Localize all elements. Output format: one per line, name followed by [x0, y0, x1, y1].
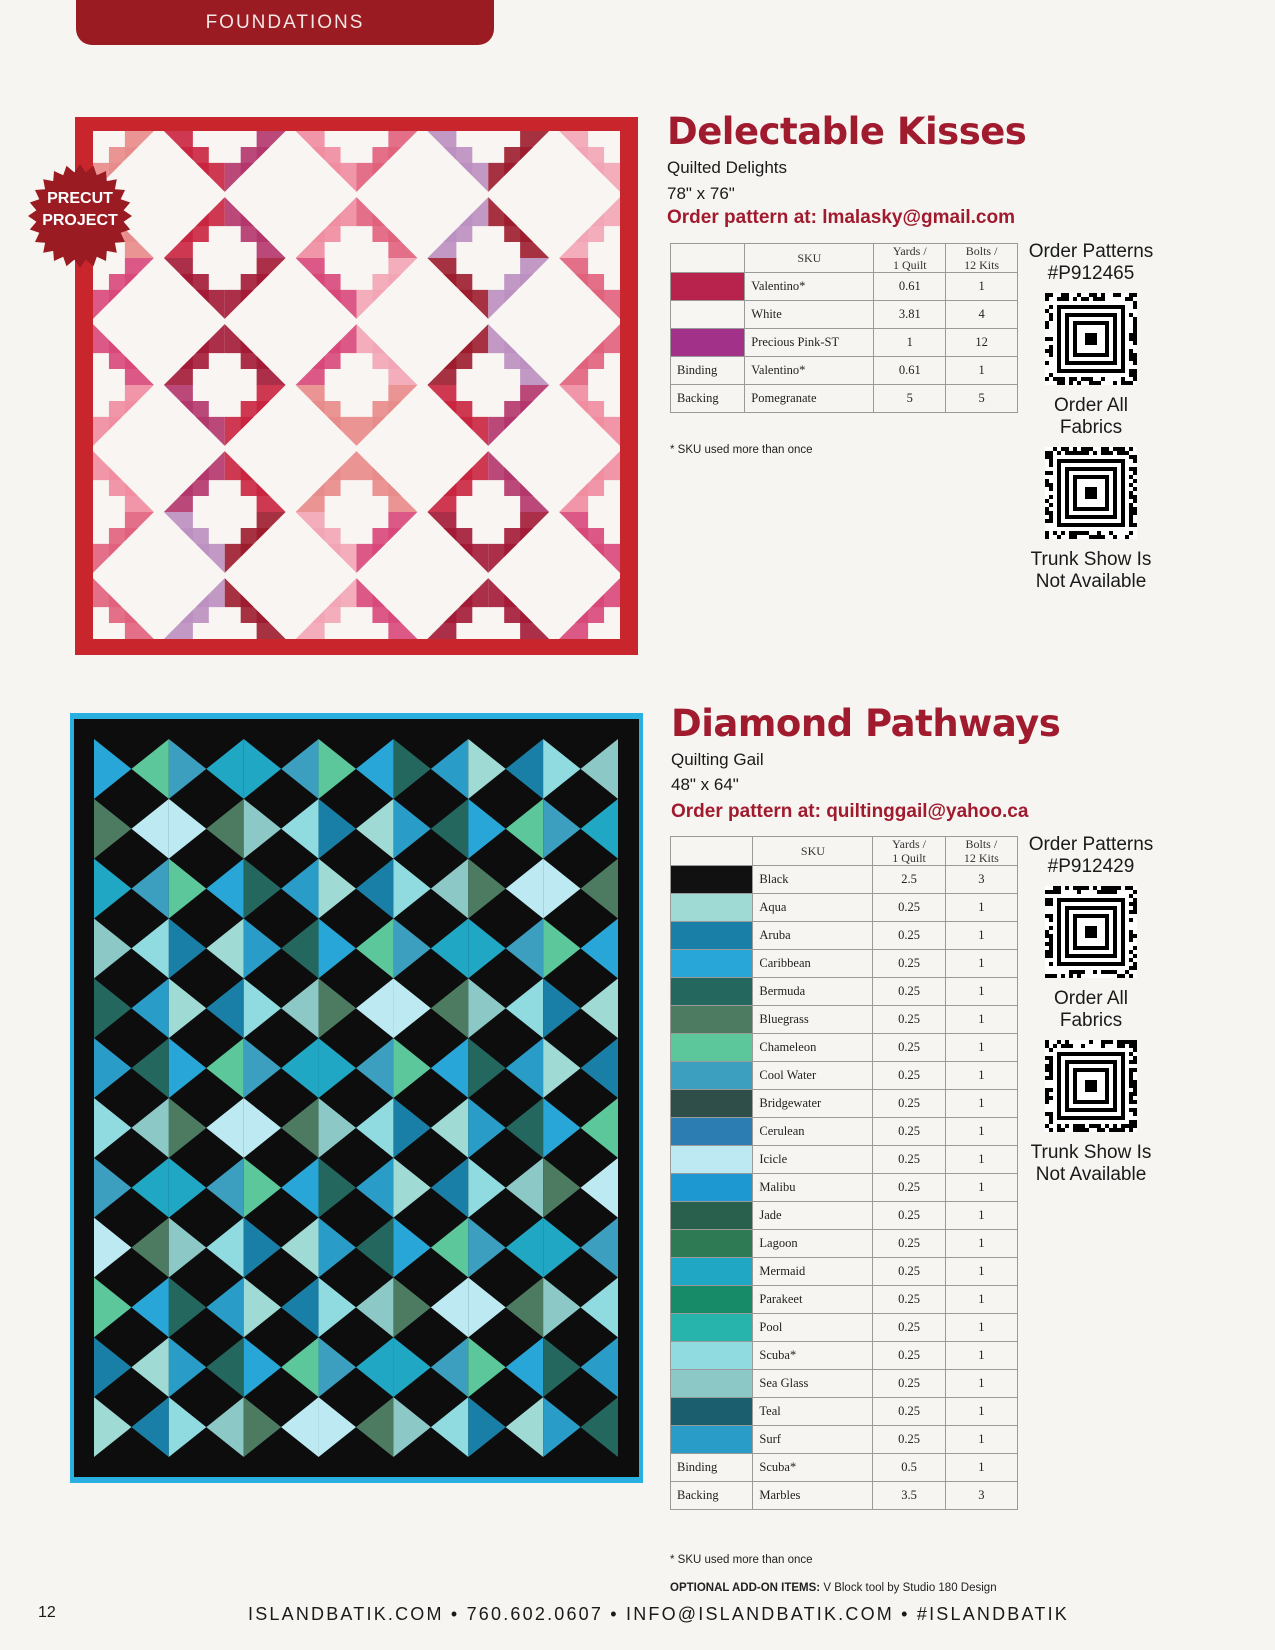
- table-row: [671, 1034, 1018, 1062]
- table-row: [671, 1258, 1018, 1286]
- addon-items: [670, 1582, 997, 1594]
- fabric-sku: Chameleon: [753, 1034, 873, 1062]
- fabric-sku: Mermaid: [753, 1258, 873, 1286]
- bolts-per-kits: 1: [945, 1146, 1017, 1174]
- fabric-sku: Pool: [753, 1314, 873, 1342]
- yards-per-quilt: 0.25: [873, 922, 945, 950]
- fabric-swatch: [671, 1146, 753, 1174]
- fabric-sku: Scuba*: [753, 1454, 873, 1482]
- table-row: [671, 385, 1018, 413]
- fabric-swatch: [671, 1230, 753, 1258]
- quilt-size: 48" x 64": [671, 775, 739, 794]
- page-number: 12: [38, 1604, 56, 1621]
- bolts-header: Bolts / 12 Kits: [945, 837, 1017, 866]
- yards-per-quilt: 0.25: [873, 978, 945, 1006]
- footer-contact: ISLANDBATIK.COM • 760.602.0607 • INFO@ISLANDBATIK.COM • #ISLANDBATIK: [248, 1604, 1069, 1624]
- trunk-show-status: Not Available: [1035, 1164, 1147, 1185]
- order-patterns-qr-code[interactable]: [1045, 293, 1137, 385]
- table-row: [671, 1286, 1018, 1314]
- yards-per-quilt: 3.5: [873, 1482, 945, 1510]
- table-row: [671, 866, 1018, 894]
- badge-line-2: PROJECT: [42, 212, 118, 229]
- fabric-sku: Pomegranate: [745, 385, 874, 413]
- bolts-per-kits: 1: [946, 273, 1018, 301]
- bolts-per-kits: 1: [945, 1230, 1017, 1258]
- quilt-title: Diamond Pathways: [671, 702, 1061, 745]
- fabric-table: [670, 836, 1018, 1510]
- bolts-per-kits: 1: [945, 1286, 1017, 1314]
- yards-header: Yards / 1 Quilt: [874, 244, 946, 273]
- bolts-header: Bolts / 12 Kits: [946, 244, 1018, 273]
- bolts-per-kits: 1: [945, 1314, 1017, 1342]
- fabric-swatch: [671, 1174, 753, 1202]
- fabric-swatch: [671, 922, 753, 950]
- bolts-per-kits: 1: [945, 1034, 1017, 1062]
- fabric-sku: Black: [753, 866, 873, 894]
- yards-per-quilt: 0.25: [873, 1202, 945, 1230]
- order-pattern-contact: Order pattern at: quiltinggail@yahoo.ca: [671, 801, 1029, 822]
- fabric-sku: Cool Water: [753, 1062, 873, 1090]
- yards-per-quilt: 0.25: [873, 1426, 945, 1454]
- precut-project-label: [28, 188, 132, 232]
- bolts-per-kits: 1: [945, 1454, 1017, 1482]
- yards-per-quilt: 0.25: [873, 1230, 945, 1258]
- fabric-swatch: [671, 1090, 753, 1118]
- fabric-sku: Valentino*: [745, 357, 874, 385]
- yards-per-quilt: 0.5: [873, 1454, 945, 1482]
- fabric-sku: Aruba: [753, 922, 873, 950]
- fabric-swatch: [671, 894, 753, 922]
- row-role: Backing: [671, 1482, 753, 1510]
- table-row: [671, 357, 1018, 385]
- section-tab: [76, 0, 494, 45]
- row-role: Binding: [671, 357, 745, 385]
- bolts-per-kits: 1: [945, 1090, 1017, 1118]
- fabric-sku: Icicle: [753, 1146, 873, 1174]
- table-row: [671, 1370, 1018, 1398]
- fabric-sku: Sea Glass: [753, 1370, 873, 1398]
- fabric-swatch: [671, 950, 753, 978]
- sku-footnote: * SKU used more than once: [670, 1554, 813, 1566]
- bolts-per-kits: 1: [945, 950, 1017, 978]
- fabric-swatch: [671, 1342, 753, 1370]
- order-fabrics-qr-code[interactable]: [1045, 447, 1137, 539]
- yards-per-quilt: 0.25: [873, 894, 945, 922]
- quilt-photo-delectable-kisses: [75, 117, 638, 655]
- yards-per-quilt: 0.25: [873, 1062, 945, 1090]
- table-row: [671, 1174, 1018, 1202]
- fabric-sku: Malibu: [753, 1174, 873, 1202]
- fabric-sku: Surf: [753, 1426, 873, 1454]
- bolts-per-kits: 1: [945, 1370, 1017, 1398]
- yards-header: Yards / 1 Quilt: [873, 837, 945, 866]
- order-patterns-label: Order Patterns: [1028, 241, 1154, 262]
- table-row: [671, 1398, 1018, 1426]
- yards-per-quilt: 0.25: [873, 1146, 945, 1174]
- yards-per-quilt: 1: [874, 329, 946, 357]
- bolts-per-kits: 4: [946, 301, 1018, 329]
- trunk-show-label: Trunk Show Is: [1030, 549, 1152, 570]
- addon-label: OPTIONAL ADD-ON ITEMS:: [670, 1582, 821, 1594]
- bolts-per-kits: 5: [946, 385, 1018, 413]
- bolts-per-kits: 1: [945, 1118, 1017, 1146]
- trunk-show-label: Trunk Show Is: [1030, 1142, 1152, 1163]
- qr-column: [1025, 834, 1157, 1186]
- quilt-photo-diamond-pathways: [70, 713, 643, 1483]
- table-row: [671, 1118, 1018, 1146]
- yards-per-quilt: 3.81: [874, 301, 946, 329]
- fabric-swatch: [671, 301, 745, 329]
- bolts-per-kits: 1: [945, 1006, 1017, 1034]
- yards-per-quilt: 5: [874, 385, 946, 413]
- fabrics-label: Fabrics: [1059, 1010, 1123, 1031]
- table-row: [671, 1090, 1018, 1118]
- bolts-per-kits: 1: [945, 1342, 1017, 1370]
- yards-per-quilt: 0.25: [873, 1174, 945, 1202]
- bolts-per-kits: 1: [945, 894, 1017, 922]
- table-row: [671, 950, 1018, 978]
- fabric-swatch: [671, 273, 745, 301]
- table-row: [671, 1146, 1018, 1174]
- table-row: [671, 1482, 1018, 1510]
- bolts-per-kits: 12: [946, 329, 1018, 357]
- fabric-swatch: [671, 1006, 753, 1034]
- quilt-title: Delectable Kisses: [667, 110, 1027, 153]
- bolts-per-kits: 1: [945, 1062, 1017, 1090]
- bolts-per-kits: 1: [945, 978, 1017, 1006]
- fabric-swatch: [671, 1370, 753, 1398]
- fabric-sku: Teal: [753, 1398, 873, 1426]
- table-row: [671, 273, 1018, 301]
- row-role: Backing: [671, 385, 745, 413]
- fabric-sku: Bridgewater: [753, 1090, 873, 1118]
- fabric-swatch: [671, 1034, 753, 1062]
- table-row: [671, 978, 1018, 1006]
- fabric-sku: Bermuda: [753, 978, 873, 1006]
- fabric-swatch: [671, 1286, 753, 1314]
- quilt-designer: Quilted Delights: [667, 158, 788, 177]
- fabric-swatch: [671, 1202, 753, 1230]
- yards-per-quilt: 0.61: [874, 273, 946, 301]
- table-row: [671, 894, 1018, 922]
- order-pattern-contact: Order pattern at: lmalasky@gmail.com: [667, 207, 1015, 228]
- yards-per-quilt: 0.25: [873, 1118, 945, 1146]
- fabric-sku: Precious Pink-ST: [745, 329, 874, 357]
- fabric-swatch: [671, 1258, 753, 1286]
- quilt-designer: Quilting Gail: [671, 750, 764, 769]
- fabric-sku: Caribbean: [753, 950, 873, 978]
- bolts-per-kits: 3: [945, 866, 1017, 894]
- fabric-sku: Parakeet: [753, 1286, 873, 1314]
- order-patterns-label: Order Patterns: [1028, 834, 1154, 855]
- fabric-sku: Jade: [753, 1202, 873, 1230]
- yards-per-quilt: 0.25: [873, 1090, 945, 1118]
- fabric-sku: Marbles: [753, 1482, 873, 1510]
- bolts-per-kits: 1: [945, 1258, 1017, 1286]
- yards-per-quilt: 2.5: [873, 866, 945, 894]
- bolts-per-kits: 1: [945, 1202, 1017, 1230]
- yards-per-quilt: 0.25: [873, 1314, 945, 1342]
- yards-per-quilt: 0.25: [873, 1258, 945, 1286]
- fabric-swatch: [671, 1118, 753, 1146]
- table-row: [671, 329, 1018, 357]
- yards-per-quilt: 0.25: [873, 950, 945, 978]
- fabric-swatch: [671, 329, 745, 357]
- fabric-swatch: [671, 1398, 753, 1426]
- fabric-swatch: [671, 1426, 753, 1454]
- swatch-header: [671, 837, 753, 866]
- fabric-sku: Bluegrass: [753, 1006, 873, 1034]
- sku-footnote: * SKU used more than once: [670, 444, 813, 456]
- qr-column: [1025, 241, 1157, 593]
- yards-per-quilt: 0.25: [873, 1398, 945, 1426]
- fabric-sku: White: [745, 301, 874, 329]
- bolts-per-kits: 1: [946, 357, 1018, 385]
- row-role: Binding: [671, 1454, 753, 1482]
- table-row: [671, 1426, 1018, 1454]
- fabrics-label: Fabrics: [1059, 417, 1123, 438]
- table-row: [671, 1314, 1018, 1342]
- trunk-show-status: Not Available: [1035, 571, 1147, 592]
- section-label: FOUNDATIONS: [205, 11, 365, 33]
- addon-text: V Block tool by Studio 180 Design: [823, 1582, 997, 1594]
- order-all-fabrics-label: Order All: [1054, 395, 1128, 416]
- fabric-swatch: [671, 1314, 753, 1342]
- table-row: [671, 301, 1018, 329]
- fabric-sku: Scuba*: [753, 1342, 873, 1370]
- table-row: [671, 922, 1018, 950]
- table-row: [671, 1454, 1018, 1482]
- fabric-table: [670, 243, 1018, 413]
- yards-per-quilt: 0.25: [873, 1034, 945, 1062]
- quilt-size: 78" x 76": [667, 184, 735, 203]
- sku-header: SKU: [753, 837, 873, 866]
- yards-per-quilt: 0.61: [874, 357, 946, 385]
- table-row: [671, 1342, 1018, 1370]
- swatch-header: [671, 244, 745, 273]
- yards-per-quilt: 0.25: [873, 1006, 945, 1034]
- table-row: [671, 1230, 1018, 1258]
- yards-per-quilt: 0.25: [873, 1286, 945, 1314]
- yards-per-quilt: 0.25: [873, 1342, 945, 1370]
- bolts-per-kits: 3: [945, 1482, 1017, 1510]
- fabric-swatch: [671, 866, 753, 894]
- fabric-sku: Cerulean: [753, 1118, 873, 1146]
- bolts-per-kits: 1: [945, 922, 1017, 950]
- order-patterns-qr-code[interactable]: [1045, 886, 1137, 978]
- fabric-sku: Lagoon: [753, 1230, 873, 1258]
- table-row: [671, 1202, 1018, 1230]
- badge-line-1: PRECUT: [47, 190, 113, 207]
- bolts-per-kits: 1: [945, 1398, 1017, 1426]
- order-fabrics-qr-code[interactable]: [1045, 1040, 1137, 1132]
- fabric-swatch: [671, 978, 753, 1006]
- table-row: [671, 1006, 1018, 1034]
- fabric-swatch: [671, 1062, 753, 1090]
- pattern-number: #P912429: [1047, 856, 1135, 877]
- order-all-fabrics-label: Order All: [1054, 988, 1128, 1009]
- fabric-sku: Valentino*: [745, 273, 874, 301]
- pattern-number: #P912465: [1047, 263, 1135, 284]
- bolts-per-kits: 1: [945, 1426, 1017, 1454]
- table-row: [671, 1062, 1018, 1090]
- bolts-per-kits: 1: [945, 1174, 1017, 1202]
- yards-per-quilt: 0.25: [873, 1370, 945, 1398]
- sku-header: SKU: [745, 244, 874, 273]
- fabric-sku: Aqua: [753, 894, 873, 922]
